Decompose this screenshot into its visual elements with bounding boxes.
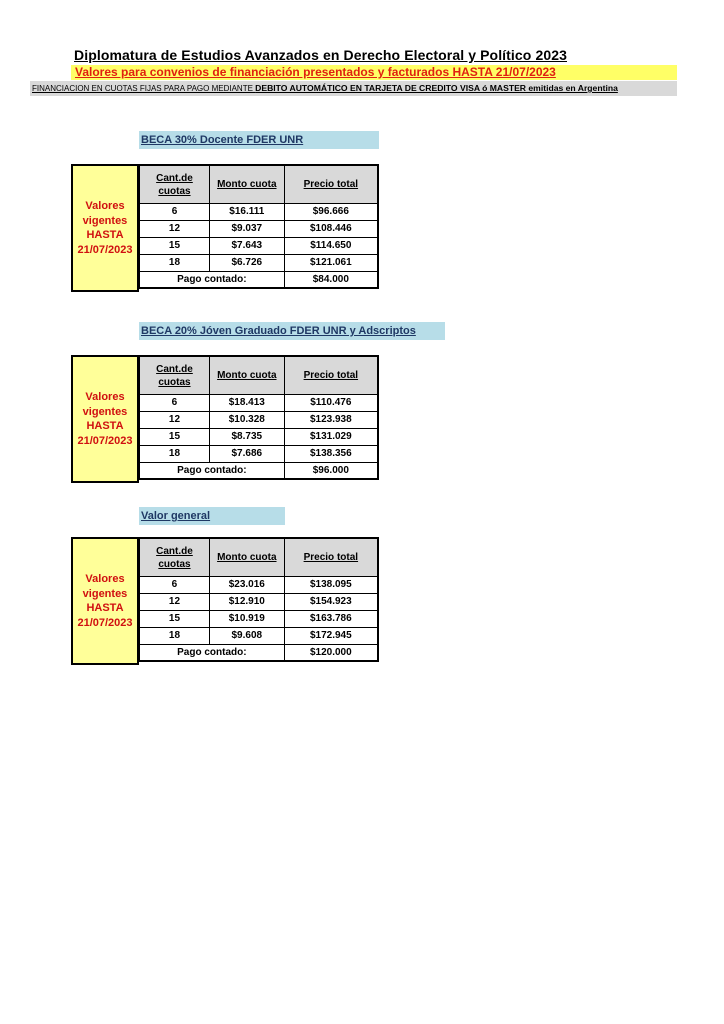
valores-line-1: Valores <box>85 391 125 403</box>
table-header-row <box>139 538 378 577</box>
valores-line-3: HASTA <box>86 229 124 241</box>
valores-vigentes-label <box>71 355 139 483</box>
pago-contado-row <box>139 272 378 289</box>
valores-vigentes-label <box>71 537 139 665</box>
valores-line-4: 21/07/2023 <box>77 434 133 447</box>
document-title: Diplomatura de Estudios Avanzados en Derecho Electoral y Político 2023 <box>74 47 567 63</box>
section-label-beca-30: BECA 30% Docente FDER UNR <box>139 131 379 149</box>
valores-line-4: 21/07/2023 <box>77 243 133 256</box>
price-table <box>138 537 379 662</box>
table-row: 6 $16.111 $96.666 <box>139 204 378 221</box>
header-cuotas: Cant.de cuotas <box>139 356 209 395</box>
document-subtitle: Valores para convenios de financiación presentados y facturados HASTA 21/07/2023 <box>71 65 677 80</box>
valores-line-3: HASTA <box>86 420 124 432</box>
pago-contado-label: Pago contado: <box>139 272 284 289</box>
valores-line-2: vigentes <box>82 214 128 227</box>
table-row: 6 $18.413 $110.476 <box>139 395 378 412</box>
header-cuotas: Cant.de cuotas <box>139 165 209 204</box>
pago-contado-value: $96.000 <box>284 463 378 480</box>
section-label-valor-general: Valor general <box>139 507 285 525</box>
header-monto: Monto cuota <box>209 538 284 577</box>
valores-line-3: HASTA <box>86 602 124 614</box>
pago-contado-value: $120.000 <box>284 645 378 662</box>
table-header-row <box>139 356 378 395</box>
price-table <box>138 355 379 480</box>
price-block-beca-30 <box>71 164 379 292</box>
section-label-beca-20: BECA 20% Jóven Graduado FDER UNR y Adscriptos <box>139 322 445 340</box>
table-row: 12 $9.037 $108.446 <box>139 221 378 238</box>
header-precio: Precio total <box>284 165 378 204</box>
pago-contado-row <box>139 645 378 662</box>
price-block-valor-general <box>71 537 379 665</box>
table-row: 6 $23.016 $138.095 <box>139 577 378 594</box>
valores-line-1: Valores <box>85 573 125 585</box>
financing-note <box>30 81 677 96</box>
price-block-beca-20 <box>71 355 379 483</box>
financing-note-strong: DEBITO AUTOMÁTICO EN TARJETA DE CREDITO VISA ó MASTER emitidas en Argentina <box>255 83 618 93</box>
valores-line-2: vigentes <box>82 405 128 418</box>
table-row: 15 $10.919 $163.786 <box>139 611 378 628</box>
table-row: 15 $8.735 $131.029 <box>139 429 378 446</box>
pago-contado-label: Pago contado: <box>139 463 284 480</box>
valores-line-1: Valores <box>85 200 125 212</box>
valores-line-4: 21/07/2023 <box>77 616 133 629</box>
pago-contado-label: Pago contado: <box>139 645 284 662</box>
header-precio: Precio total <box>284 356 378 395</box>
table-row: 15 $7.643 $114.650 <box>139 238 378 255</box>
header-precio: Precio total <box>284 538 378 577</box>
price-table <box>138 164 379 289</box>
financing-note-prefix: FINANCIACION EN CUOTAS FIJAS PARA PAGO MEDIANTE <box>32 84 256 93</box>
table-row: 18 $7.686 $138.356 <box>139 446 378 463</box>
table-row: 12 $10.328 $123.938 <box>139 412 378 429</box>
pago-contado-row <box>139 463 378 480</box>
header-cuotas: Cant.de cuotas <box>139 538 209 577</box>
header-monto: Monto cuota <box>209 356 284 395</box>
pago-contado-value: $84.000 <box>284 272 378 289</box>
table-header-row <box>139 165 378 204</box>
table-row: 18 $6.726 $121.061 <box>139 255 378 272</box>
table-row: 12 $12.910 $154.923 <box>139 594 378 611</box>
valores-line-2: vigentes <box>82 587 128 600</box>
header-monto: Monto cuota <box>209 165 284 204</box>
table-row: 18 $9.608 $172.945 <box>139 628 378 645</box>
valores-vigentes-label <box>71 164 139 292</box>
